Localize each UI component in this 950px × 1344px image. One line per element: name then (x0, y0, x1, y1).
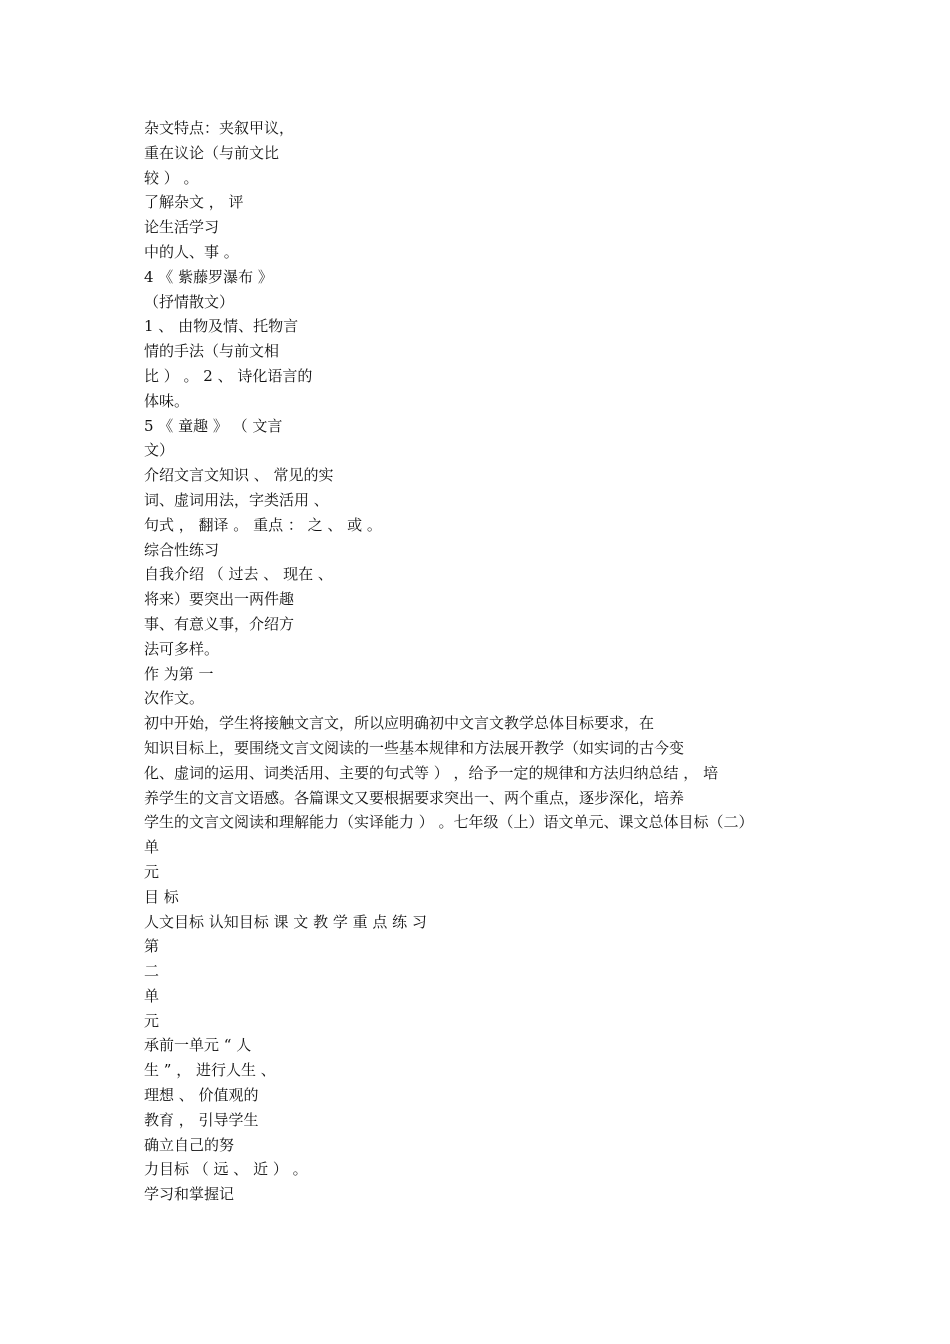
text-line: 元 (144, 862, 160, 881)
text-line: 事、有意义事，介绍方 (144, 614, 295, 633)
text-line: 情的手法（与前文相 (144, 342, 280, 361)
text-line: 人文目标 认知目标 课 文 教 学 重 点 练 习 (144, 912, 427, 931)
text-line: 体味。 (144, 391, 190, 410)
text-line: 句式 ， 翻译 。 重点 ： 之 、 或 。 (144, 515, 382, 534)
text-line: 比 ） 。 2 、 诗化语言的 (144, 366, 313, 385)
text-line: 中的人、事 。 (144, 242, 239, 261)
text-line: 介绍文言文知识 、 常见的实 (144, 466, 334, 485)
text-line: 学习和掌握记 (144, 1185, 235, 1204)
text-line: 目 标 (144, 887, 179, 906)
text-line: 将来）要突出一两件趣 (144, 590, 295, 609)
text-line: 作 为第 一 (144, 664, 214, 683)
text-line: 次作文。 (144, 689, 205, 708)
text-line: 了解杂文 ， 评 (144, 193, 244, 212)
text-line: 单 (144, 838, 160, 857)
text-line: 承前一单元 “ 人 (144, 1036, 252, 1055)
text-line: 学生的文言文阅读和理解能力（实译能力 ） 。七年级（上）语文单元、课文总体目标（二） (144, 813, 754, 832)
text-line: 初中开始，学生将接触文言文，所以应明确初中文言文教学总体目标要求，在 (144, 714, 655, 733)
text-line: 二 (144, 962, 160, 981)
text-line: 重在议论（与前文比 (144, 143, 280, 162)
text-line: 综合性练习 (144, 540, 220, 559)
text-line: 确立自己的努 (144, 1135, 235, 1154)
text-line: 生 ” ， 进行人生 、 (144, 1061, 276, 1080)
text-line: 文） (144, 441, 175, 460)
document-body (144, 116, 844, 1207)
text-line: 养学生的文言文语感。各篇课文又要根据要求突出一、两个重点，逐步深化，培养 (144, 788, 685, 807)
text-line: 5 《 童趣 》 （ 文言 (144, 416, 283, 435)
text-line: 化、虚词的运用、词类活用、主要的句式等 ） ，给予一定的规律和方法归纳总结 ， 培 (144, 763, 719, 782)
text-line: 单 (144, 986, 160, 1005)
text-line: 论生活学习 (144, 218, 220, 237)
text-line: 理想 、 价值观的 (144, 1086, 259, 1105)
text-line: 1 、 由物及情、托物言 (144, 317, 299, 336)
text-line: 法可多样。 (144, 639, 220, 658)
text-line: （抒情散文） (144, 292, 235, 311)
text-line: 词、虚词用法，字类活用 、 (144, 490, 329, 509)
text-line: 教育 ， 引导学生 (144, 1110, 259, 1129)
text-line: 第 (144, 937, 160, 956)
text-line: 元 (144, 1011, 160, 1030)
text-line: 杂文特点：夹叙甲议， (144, 119, 295, 137)
text-line: 4 《 紫藤罗瀑布 》 (144, 267, 273, 286)
text-line: 知识目标上，要围绕文言文阅读的一些基本规律和方法展开教学（如实词的古今变 (144, 738, 685, 757)
text-line: 力目标 （ 远 、 近 ） 。 (144, 1160, 308, 1179)
text-line: 较 ） 。 (144, 168, 199, 187)
text-line: 自我介绍 （ 过去 、 现在 、 (144, 565, 333, 584)
